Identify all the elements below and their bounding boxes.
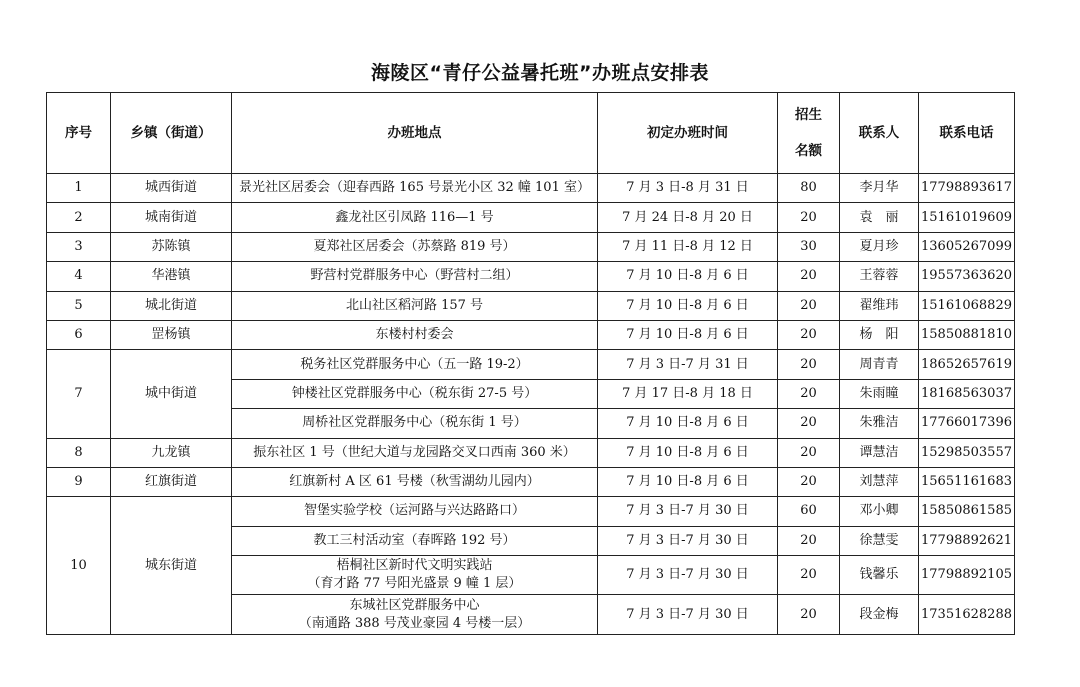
cell-location-line2: （南通路 388 号茂业豪园 4 号楼一层） xyxy=(298,615,531,631)
cell-contact: 朱雨瞳 xyxy=(840,379,919,408)
cell-time: 7 月 3 日-7 月 30 日 xyxy=(598,526,778,555)
cell-time: 7 月 3 日-7 月 31 日 xyxy=(598,350,778,379)
table-row xyxy=(47,291,1015,320)
header-no: 序号 xyxy=(47,93,111,174)
cell-quota: 20 xyxy=(778,291,840,320)
header-location: 办班地点 xyxy=(232,93,598,174)
cell-contact: 杨 阳 xyxy=(840,320,919,349)
cell-contact: 夏月珍 xyxy=(840,232,919,261)
cell-contact: 王蓉蓉 xyxy=(840,262,919,291)
cell-phone: 17766017396 xyxy=(919,409,1015,438)
cell-phone: 13605267099 xyxy=(919,232,1015,261)
cell-town: 红旗街道 xyxy=(111,467,232,496)
cell-no: 2 xyxy=(47,203,111,232)
cell-location xyxy=(232,556,598,595)
cell-town: 罡杨镇 xyxy=(111,320,232,349)
header-quota-line2: 名额 xyxy=(795,143,822,159)
cell-contact: 邓小卿 xyxy=(840,497,919,526)
cell-time: 7 月 3 日-7 月 30 日 xyxy=(598,556,778,595)
cell-phone: 15850861585 xyxy=(919,497,1015,526)
cell-phone: 15850881810 xyxy=(919,320,1015,349)
header-phone: 联系电话 xyxy=(919,93,1015,174)
cell-no: 1 xyxy=(47,174,111,203)
table-row xyxy=(47,467,1015,496)
cell-quota: 20 xyxy=(778,556,840,595)
cell-town: 城北街道 xyxy=(111,291,232,320)
cell-phone: 15298503557 xyxy=(919,438,1015,467)
page-title: 海陵区“青仔公益暑托班”办班点安排表 xyxy=(371,62,709,84)
cell-location: 景光社区居委会（迎春西路 165 号景光小区 32 幢 101 室） xyxy=(232,174,598,203)
cell-location: 夏郑社区居委会（苏蔡路 819 号） xyxy=(232,232,598,261)
cell-quota: 20 xyxy=(778,320,840,349)
cell-time: 7 月 10 日-8 月 6 日 xyxy=(598,438,778,467)
cell-no: 8 xyxy=(47,438,111,467)
table-row xyxy=(47,203,1015,232)
cell-location: 红旗新村 A 区 61 号楼（秋雪湖幼儿园内） xyxy=(232,467,598,496)
cell-town: 华港镇 xyxy=(111,262,232,291)
cell-quota: 60 xyxy=(778,497,840,526)
cell-location: 振东社区 1 号（世纪大道与龙园路交叉口西南 360 米） xyxy=(232,438,598,467)
schedule-table xyxy=(46,92,1015,635)
cell-phone: 18652657619 xyxy=(919,350,1015,379)
cell-location xyxy=(232,595,598,635)
cell-location-line1: 东城社区党群服务中心 xyxy=(349,597,480,613)
cell-location: 周桥社区党群服务中心（税东街 1 号） xyxy=(232,409,598,438)
cell-town: 九龙镇 xyxy=(111,438,232,467)
table-row xyxy=(47,232,1015,261)
cell-town: 城南街道 xyxy=(111,203,232,232)
cell-location-line1: 梧桐社区新时代文明实践站 xyxy=(336,558,493,574)
cell-phone: 19557363620 xyxy=(919,262,1015,291)
cell-location: 教工三村活动室（春晖路 192 号） xyxy=(232,526,598,555)
cell-time: 7 月 10 日-8 月 6 日 xyxy=(598,320,778,349)
header-time: 初定办班时间 xyxy=(598,93,778,174)
cell-quota: 20 xyxy=(778,262,840,291)
cell-quota: 20 xyxy=(778,350,840,379)
cell-time: 7 月 11 日-8 月 12 日 xyxy=(598,232,778,261)
cell-location: 野营村党群服务中心（野营村二组） xyxy=(232,262,598,291)
cell-quota: 20 xyxy=(778,379,840,408)
cell-town: 城东街道 xyxy=(111,497,232,635)
cell-quota: 20 xyxy=(778,203,840,232)
cell-phone: 17798892621 xyxy=(919,526,1015,555)
cell-contact: 徐慧雯 xyxy=(840,526,919,555)
cell-contact: 钱馨乐 xyxy=(840,556,919,595)
cell-quota: 20 xyxy=(778,526,840,555)
cell-location: 税务社区党群服务中心（五一路 19-2） xyxy=(232,350,598,379)
cell-phone: 15161019609 xyxy=(919,203,1015,232)
cell-quota: 20 xyxy=(778,467,840,496)
cell-phone: 15651161683 xyxy=(919,467,1015,496)
cell-time: 7 月 10 日-8 月 6 日 xyxy=(598,467,778,496)
cell-quota: 20 xyxy=(778,409,840,438)
cell-no: 6 xyxy=(47,320,111,349)
table-row xyxy=(47,350,1015,379)
cell-town: 苏陈镇 xyxy=(111,232,232,261)
cell-location: 北山社区稻河路 157 号 xyxy=(232,291,598,320)
cell-location: 鑫龙社区引凤路 116—1 号 xyxy=(232,203,598,232)
cell-time: 7 月 17 日-8 月 18 日 xyxy=(598,379,778,408)
header-row xyxy=(47,93,1015,174)
cell-contact: 朱雅洁 xyxy=(840,409,919,438)
cell-contact: 周青青 xyxy=(840,350,919,379)
cell-no: 10 xyxy=(47,497,111,635)
table-row xyxy=(47,497,1015,526)
cell-no: 9 xyxy=(47,467,111,496)
cell-quota: 30 xyxy=(778,232,840,261)
cell-location: 智堡实验学校（运河路与兴达路路口） xyxy=(232,497,598,526)
cell-no: 4 xyxy=(47,262,111,291)
cell-no: 7 xyxy=(47,350,111,438)
cell-time: 7 月 10 日-8 月 6 日 xyxy=(598,291,778,320)
cell-time: 7 月 10 日-8 月 6 日 xyxy=(598,262,778,291)
cell-phone: 17351628288 xyxy=(919,595,1015,635)
cell-quota: 80 xyxy=(778,174,840,203)
cell-phone: 18168563037 xyxy=(919,379,1015,408)
cell-phone: 17798893617 xyxy=(919,174,1015,203)
table-row xyxy=(47,320,1015,349)
cell-time: 7 月 3 日-8 月 31 日 xyxy=(598,174,778,203)
cell-contact: 袁 丽 xyxy=(840,203,919,232)
header-quota xyxy=(778,93,840,174)
cell-town: 城西街道 xyxy=(111,174,232,203)
cell-location-line2: （育才路 77 号阳光盛景 9 幢 1 层） xyxy=(307,576,522,592)
table-row xyxy=(47,174,1015,203)
header-quota-line1: 招生 xyxy=(795,107,822,123)
cell-time: 7 月 24 日-8 月 20 日 xyxy=(598,203,778,232)
cell-no: 3 xyxy=(47,232,111,261)
cell-location: 钟楼社区党群服务中心（税东街 27-5 号） xyxy=(232,379,598,408)
cell-quota: 20 xyxy=(778,595,840,635)
cell-contact: 段金梅 xyxy=(840,595,919,635)
cell-phone: 17798892105 xyxy=(919,556,1015,595)
cell-phone: 15161068829 xyxy=(919,291,1015,320)
cell-time: 7 月 3 日-7 月 30 日 xyxy=(598,497,778,526)
cell-time: 7 月 3 日-7 月 30 日 xyxy=(598,595,778,635)
table-row xyxy=(47,262,1015,291)
header-contact: 联系人 xyxy=(840,93,919,174)
table-row xyxy=(47,438,1015,467)
cell-town: 城中街道 xyxy=(111,350,232,438)
cell-contact: 翟维玮 xyxy=(840,291,919,320)
cell-time: 7 月 10 日-8 月 6 日 xyxy=(598,409,778,438)
cell-contact: 谭慧洁 xyxy=(840,438,919,467)
cell-location: 东楼村村委会 xyxy=(232,320,598,349)
cell-no: 5 xyxy=(47,291,111,320)
cell-contact: 刘慧萍 xyxy=(840,467,919,496)
cell-contact: 李月华 xyxy=(840,174,919,203)
cell-quota: 20 xyxy=(778,438,840,467)
header-town: 乡镇（街道） xyxy=(111,93,232,174)
